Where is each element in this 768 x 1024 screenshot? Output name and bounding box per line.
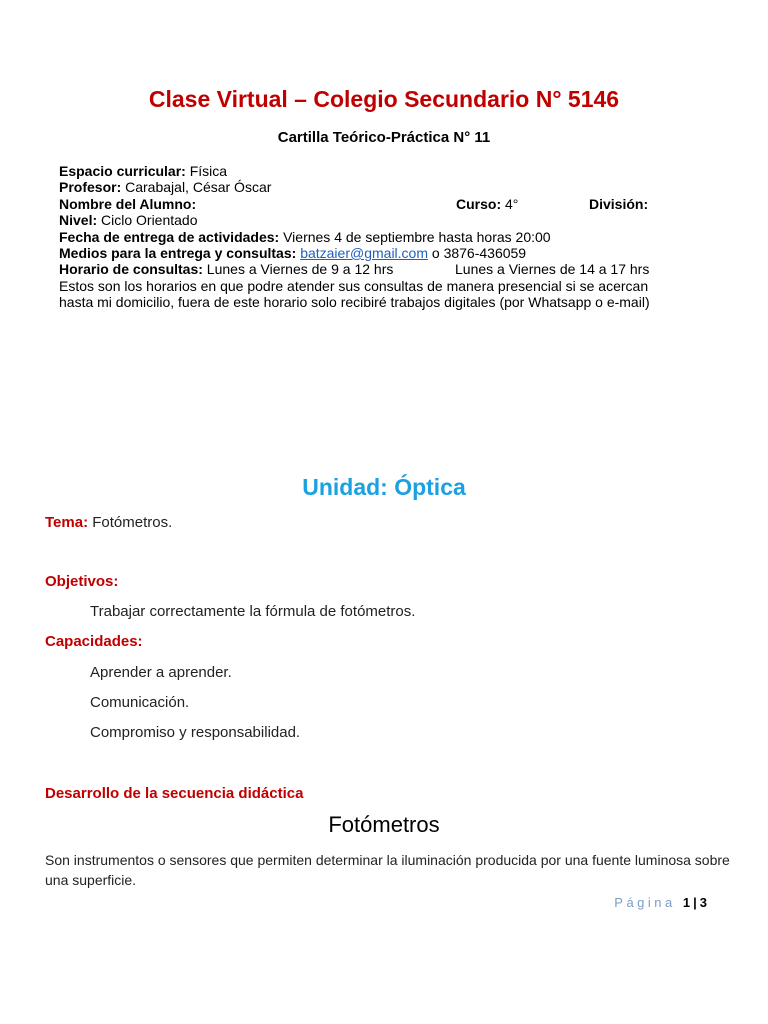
espacio-label: Espacio curricular:	[59, 163, 186, 179]
tema-label: Tema:	[45, 514, 89, 531]
objetivos-label: Objetivos:	[45, 573, 119, 590]
info-espacio	[59, 163, 719, 179]
desarrollo-label: Desarrollo de la secuencia didáctica	[45, 785, 304, 802]
profesor-value: Carabajal, César Óscar	[121, 179, 272, 196]
curso-field	[456, 196, 518, 212]
alumno-label: Nombre del Alumno:	[59, 195, 197, 212]
fecha-label: Fecha de entrega de actividades:	[59, 228, 280, 245]
capacidad-item: Comunicación.	[90, 694, 190, 711]
page-total: 3	[699, 895, 707, 910]
info-note-line-1: Estos son los horarios en que podre atender sus consultas de manera presencial si se acercan	[59, 277, 649, 294]
horario-value-morning: Lunes a Viernes de 9 a 12 hrs	[202, 261, 394, 278]
capacidades-label: Capacidades:	[45, 633, 143, 650]
medios-phone: o 3876-436059	[428, 244, 527, 261]
section-heading: Fotómetros	[328, 812, 440, 837]
horario-label: Horario de consultas:	[59, 261, 203, 278]
page-footer	[614, 895, 707, 910]
curso-label: Curso:	[456, 195, 502, 212]
info-block	[59, 163, 719, 311]
info-horario	[59, 261, 719, 277]
horario-value-afternoon: Lunes a Viernes de 14 a 17 hrs	[455, 261, 650, 278]
page-separator: |	[693, 895, 697, 910]
info-medios	[59, 245, 719, 261]
nivel-value: Ciclo Orientado	[97, 212, 198, 229]
document-title: Clase Virtual – Colegio Secundario N° 5146	[148, 86, 620, 112]
unit-title: Unidad: Óptica	[302, 474, 466, 500]
document-subtitle: Cartilla Teórico-Práctica N° 11	[277, 129, 491, 146]
info-note-line-2: hasta mi domicilio, fuera de este horario solo recibiré trabajos digitales (por Whatsapp o e-mail)	[59, 294, 650, 311]
profesor-label: Profesor:	[59, 179, 122, 196]
tema-line	[45, 514, 172, 532]
fecha-value: Viernes 4 de septiembre hasta horas 20:00	[279, 228, 551, 245]
capacidad-item: Aprender a aprender.	[90, 664, 232, 681]
nivel-label: Nivel:	[59, 212, 98, 229]
tema-value: Fotómetros.	[88, 514, 173, 531]
objetivo-item: Trabajar correctamente la fórmula de fotómetros.	[90, 603, 416, 620]
info-fecha	[59, 229, 719, 245]
division-label: División:	[589, 195, 649, 212]
section-paragraph: Son instrumentos o sensores que permiten determinar la iluminación producida por una fuente luminosa sobre una superficie.	[45, 852, 730, 888]
info-nivel	[59, 212, 719, 228]
email-link[interactable]: batzaier@gmail.com	[300, 244, 428, 261]
capacidad-item: Compromiso y responsabilidad.	[90, 724, 301, 741]
page-current: 1	[682, 895, 691, 910]
page-word: Página	[614, 895, 676, 910]
info-profesor	[59, 179, 719, 195]
medios-label: Medios para la entrega y consultas:	[59, 244, 297, 261]
info-alumno	[59, 196, 719, 212]
espacio-value: Física	[185, 163, 228, 179]
curso-value: 4°	[501, 195, 519, 212]
